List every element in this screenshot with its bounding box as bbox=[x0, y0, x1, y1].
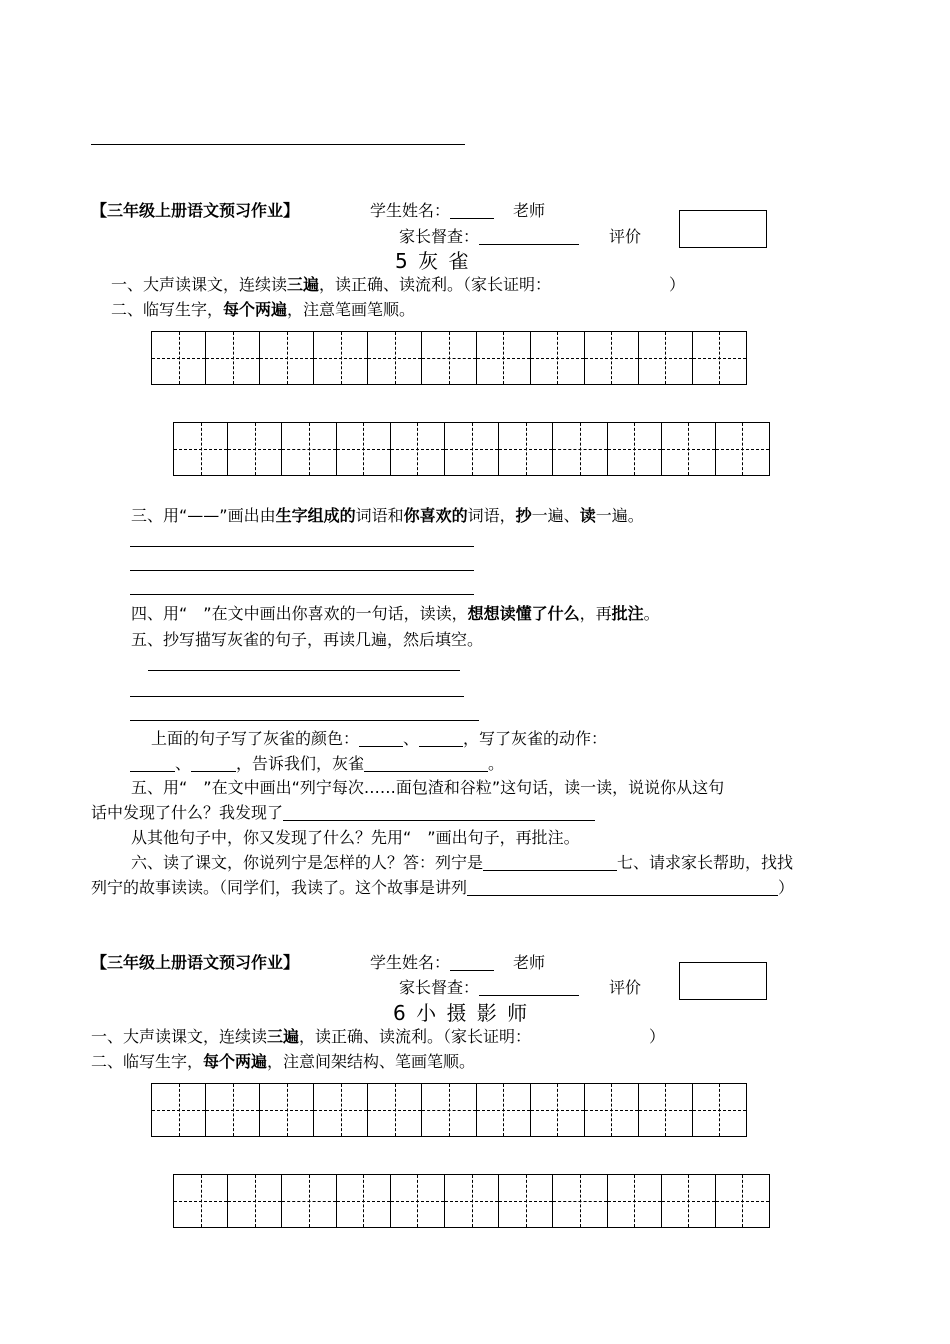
question-1: 一、大声读课文，连续读三遍，读正确、读流利。（家长证明： ） bbox=[91, 1027, 666, 1046]
grid-cell[interactable] bbox=[337, 423, 391, 475]
grid-cell[interactable] bbox=[499, 423, 553, 475]
parent-check-blank[interactable] bbox=[479, 229, 579, 245]
student-name-label: 学生姓名： bbox=[370, 203, 494, 219]
grid-cell[interactable] bbox=[228, 1175, 282, 1227]
writing-grid[interactable] bbox=[173, 422, 770, 476]
question-3: 三、用“——”画出由生字组成的词语和你喜欢的词语，抄一遍、读一遍。 bbox=[131, 506, 644, 525]
grid-cell[interactable] bbox=[152, 1084, 206, 1136]
question-6: 六、读了课文，你说列宁是怎样的人？答：列宁是 七、请求家长帮助，找找 bbox=[131, 853, 794, 872]
fill-sentence-2: 、 ，告诉我们，灰雀 。 bbox=[130, 756, 504, 772]
parent-check-label: 家长督查： bbox=[399, 980, 579, 996]
grid-cell[interactable] bbox=[662, 1175, 716, 1227]
eval-box[interactable] bbox=[679, 962, 767, 1000]
grid-cell[interactable] bbox=[391, 1175, 445, 1227]
grid-cell[interactable] bbox=[174, 423, 228, 475]
question-2: 二、临写生字，每个两遍，注意间架结构、笔画笔顺。 bbox=[91, 1052, 476, 1071]
grid-cell[interactable] bbox=[662, 423, 716, 475]
eval-label: 评价 bbox=[609, 978, 642, 997]
grid-cell[interactable] bbox=[260, 1084, 314, 1136]
grid-cell[interactable] bbox=[206, 332, 260, 384]
writing-grid[interactable] bbox=[173, 1174, 770, 1228]
grid-cell[interactable] bbox=[499, 1175, 553, 1227]
action-blank-1[interactable] bbox=[130, 756, 175, 772]
grid-cell[interactable] bbox=[693, 332, 746, 384]
grid-cell[interactable] bbox=[716, 1175, 769, 1227]
question-1: 一、大声读课文，连续读三遍，读正确、读流利。（家长证明： ） bbox=[111, 275, 686, 294]
grid-cell[interactable] bbox=[693, 1084, 746, 1136]
grid-cell[interactable] bbox=[608, 1175, 662, 1227]
lesson-title: 6 小 摄 影 师 bbox=[393, 1001, 530, 1025]
story-blank[interactable] bbox=[467, 880, 778, 896]
answer-line[interactable] bbox=[148, 670, 460, 671]
grid-cell[interactable] bbox=[152, 332, 206, 384]
student-name-blank[interactable] bbox=[450, 955, 494, 971]
question-5c: 从其他句子中，你又发现了什么？先用“ ”画出句子，再批注。 bbox=[131, 828, 580, 847]
header-tag: 【三年级上册语文预习作业】 bbox=[91, 201, 300, 220]
grid-cell[interactable] bbox=[206, 1084, 260, 1136]
grid-cell[interactable] bbox=[553, 423, 607, 475]
eval-box[interactable] bbox=[679, 210, 767, 248]
student-name-blank[interactable] bbox=[450, 203, 494, 219]
teacher-label: 老师 bbox=[513, 201, 546, 220]
grid-cell[interactable] bbox=[639, 1084, 693, 1136]
writing-grid[interactable] bbox=[151, 1083, 747, 1137]
question-5b-line-1: 五、用“ ”在文中画出“列宁每次……面包渣和谷粒”这句话，读一读，说说你从这句 bbox=[131, 778, 725, 797]
answer-line[interactable] bbox=[130, 696, 464, 697]
grid-cell[interactable] bbox=[368, 332, 422, 384]
grid-cell[interactable] bbox=[531, 332, 585, 384]
lenin-blank[interactable] bbox=[483, 855, 617, 871]
grid-cell[interactable] bbox=[716, 423, 769, 475]
eval-label: 评价 bbox=[609, 227, 642, 246]
action-blank-2[interactable] bbox=[191, 756, 236, 772]
grid-cell[interactable] bbox=[531, 1084, 585, 1136]
grid-cell[interactable] bbox=[260, 332, 314, 384]
writing-grid[interactable] bbox=[151, 331, 747, 385]
fill-sentence-1: 上面的句子写了灰雀的颜色： 、 ，写了灰雀的动作： bbox=[151, 729, 608, 748]
grid-cell[interactable] bbox=[477, 1084, 531, 1136]
question-2: 二、临写生字，每个两遍，注意笔画笔顺。 bbox=[111, 300, 416, 319]
grid-cell[interactable] bbox=[282, 1175, 336, 1227]
color-blank-2[interactable] bbox=[419, 731, 463, 747]
grid-cell[interactable] bbox=[639, 332, 693, 384]
question-5: 五、抄写描写灰雀的句子，再读几遍，然后填空。 bbox=[131, 630, 484, 649]
student-name-label: 学生姓名： bbox=[370, 955, 494, 971]
grid-cell[interactable] bbox=[314, 1084, 368, 1136]
answer-line[interactable] bbox=[130, 594, 474, 595]
grid-cell[interactable] bbox=[368, 1084, 422, 1136]
question-4: 四、用“ ”在文中画出你喜欢的一句话，读读，想想读懂了什么，再批注。 bbox=[131, 604, 660, 623]
parent-check-label: 家长督查： bbox=[399, 229, 579, 245]
grid-cell[interactable] bbox=[337, 1175, 391, 1227]
grid-cell[interactable] bbox=[314, 332, 368, 384]
top-rule bbox=[91, 144, 465, 145]
grid-cell[interactable] bbox=[174, 1175, 228, 1227]
grey-sparrow-blank[interactable] bbox=[364, 756, 488, 772]
color-blank-1[interactable] bbox=[359, 731, 403, 747]
header-tag: 【三年级上册语文预习作业】 bbox=[91, 953, 300, 972]
question-7-line-2: 列宁的故事读读。（同学们，我读了。这个故事是讲列 ） bbox=[91, 878, 795, 897]
answer-line[interactable] bbox=[130, 720, 479, 721]
question-5b-line-2: 话中发现了什么？我发现了 bbox=[91, 805, 595, 821]
grid-cell[interactable] bbox=[282, 423, 336, 475]
grid-cell[interactable] bbox=[585, 1084, 639, 1136]
discovery-blank[interactable] bbox=[283, 805, 595, 821]
grid-cell[interactable] bbox=[585, 332, 639, 384]
grid-cell[interactable] bbox=[477, 332, 531, 384]
grid-cell[interactable] bbox=[228, 423, 282, 475]
lesson-title: 5 灰 雀 bbox=[395, 249, 471, 273]
grid-cell[interactable] bbox=[445, 423, 499, 475]
grid-cell[interactable] bbox=[422, 332, 476, 384]
grid-cell[interactable] bbox=[608, 423, 662, 475]
answer-line[interactable] bbox=[130, 546, 474, 547]
answer-line[interactable] bbox=[130, 570, 474, 571]
grid-cell[interactable] bbox=[391, 423, 445, 475]
grid-cell[interactable] bbox=[445, 1175, 499, 1227]
grid-cell[interactable] bbox=[553, 1175, 607, 1227]
grid-cell[interactable] bbox=[422, 1084, 476, 1136]
teacher-label: 老师 bbox=[513, 953, 546, 972]
parent-check-blank[interactable] bbox=[479, 980, 579, 996]
